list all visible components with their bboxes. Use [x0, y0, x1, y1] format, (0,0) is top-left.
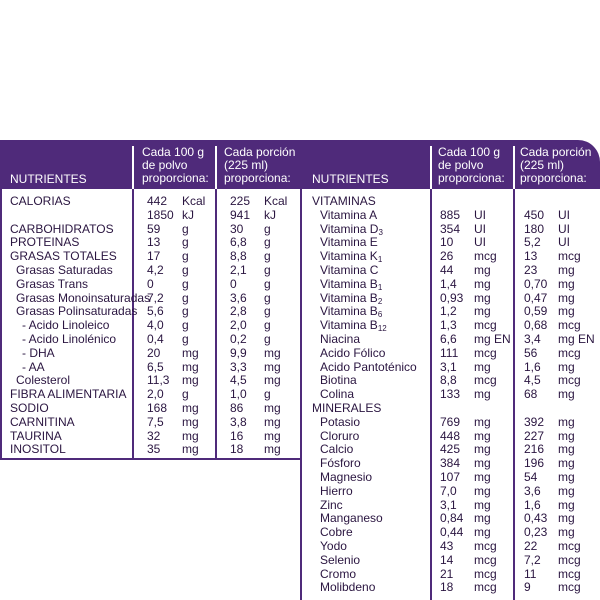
nutrient-name: GRASAS TOTALES — [10, 249, 117, 264]
nutrient-name: Colesterol — [16, 373, 71, 388]
nutrient-value: 4,5 — [524, 373, 541, 388]
nutrient-name: Vitamina $D_3$ — [320, 221, 383, 237]
nutrient-value: 6,6 — [440, 332, 457, 346]
nutrient-unit: mg — [558, 359, 575, 374]
nutrient-unit: Kcal — [182, 194, 206, 208]
nutrient-value: 107 — [440, 470, 461, 484]
table-row — [302, 388, 600, 401]
nutrient-value: 35 — [147, 442, 161, 457]
nutrient-unit: g — [264, 332, 271, 346]
table-row — [302, 236, 600, 249]
table-row — [302, 526, 600, 539]
nutrient-name: Potasio — [320, 414, 361, 429]
nutrient-unit: g — [264, 387, 271, 402]
nutrient-value: 225 — [230, 194, 251, 208]
nutrient-value: 86 — [230, 401, 244, 415]
nutrient-unit: g — [182, 387, 189, 402]
nutrient-value: 7,2 — [524, 552, 541, 567]
table-row — [302, 443, 600, 456]
nutrient-unit: mg — [264, 345, 281, 360]
nutrient-unit: mg — [182, 345, 199, 360]
nutrient-unit: g — [182, 221, 189, 236]
nutrient-value: 0,44 — [440, 525, 464, 540]
nutrient-unit: mg — [474, 511, 491, 526]
nutrient-unit: mg — [558, 263, 575, 277]
nutrient-unit: mg — [474, 263, 491, 277]
nutrient-name: Vitamina A — [320, 207, 378, 222]
nutrient-name: CARNITINA — [10, 414, 75, 429]
nutrient-unit: mg — [474, 276, 491, 291]
nutrient-value: 11,3 — [147, 373, 170, 388]
nutrient-unit: mcg — [558, 539, 581, 553]
table-row — [2, 388, 300, 401]
nutrient-value: 941 — [230, 207, 251, 222]
nutrient-value: 44 — [440, 263, 454, 277]
nutrient-unit: mg — [558, 483, 575, 498]
nutrient-name: Vitamina $B_1$ — [320, 276, 383, 292]
nutrient-unit: g — [264, 263, 271, 277]
nutrient-name: Vitamina $K_1$ — [320, 249, 383, 265]
nutrient-value: 20 — [147, 345, 161, 360]
nutrient-unit: mcg — [558, 566, 581, 581]
nutrient-unit: mg — [182, 373, 199, 388]
nutrient-unit: g — [182, 276, 189, 291]
nutrient-unit: Kcal — [264, 194, 288, 208]
nutrient-name: Cloruro — [320, 428, 360, 443]
nutrient-value: 5,2 — [524, 235, 541, 250]
table-row — [2, 305, 300, 318]
nutrient-value: 168 — [147, 401, 168, 415]
nutrient-name: Grasas Polinsaturadas — [16, 304, 138, 319]
nutrient-value: 9,9 — [230, 345, 247, 360]
nutrient-name: Hierro — [320, 483, 353, 498]
nutrient-unit: mg — [474, 442, 491, 457]
table-row — [302, 333, 600, 346]
nutrient-value: 769 — [440, 414, 461, 429]
nutrient-unit: g — [264, 249, 271, 264]
nutrient-unit: g — [182, 249, 189, 264]
nutrient-name: - DHA — [22, 345, 55, 360]
nutrient-value: 18 — [440, 580, 454, 595]
nutrient-value: 14 — [440, 552, 454, 567]
table-row — [2, 333, 300, 346]
nutrient-unit: mg — [474, 290, 491, 305]
nutrient-name: Biotina — [320, 373, 357, 388]
nutrient-value: 3,1 — [440, 497, 457, 512]
nutrient-value: 9 — [524, 580, 531, 595]
nutrient-value: 354 — [440, 221, 461, 236]
nutrient-name: Niacina — [320, 332, 361, 346]
nutrient-value: 8,8 — [440, 373, 457, 388]
nutrient-name: Vitamina C — [320, 263, 379, 277]
nutrient-unit: mg — [558, 428, 575, 443]
table-header-right — [302, 140, 600, 189]
nutrient-unit: mcg — [474, 539, 497, 553]
nutrient-unit: g — [264, 235, 271, 250]
nutrient-unit: mcg — [474, 345, 497, 360]
nutrient-value: 3,1 — [440, 359, 457, 374]
nutrient-unit: mcg — [558, 345, 581, 360]
nutrient-unit: mg — [558, 497, 575, 512]
table-row — [302, 278, 600, 291]
nutrition-table-left — [0, 140, 302, 460]
nutrient-unit: mg — [474, 525, 491, 540]
nutrition-table-right — [300, 140, 600, 600]
nutrient-value: 22 — [524, 539, 538, 553]
nutrient-name: CARBOHIDRATOS — [10, 221, 114, 236]
nutrient-value: 1,6 — [524, 497, 541, 512]
nutrient-unit: mg — [474, 483, 491, 498]
nutrient-unit: UI — [558, 221, 570, 236]
nutrient-unit: mg — [474, 387, 491, 402]
nutrient-unit: mg — [182, 414, 199, 429]
nutrient-value: 216 — [524, 442, 545, 457]
table-row — [302, 540, 600, 553]
nutrient-value: 1,3 — [440, 318, 457, 333]
nutrient-unit: mg — [474, 414, 491, 429]
nutrient-name: SODIO — [10, 401, 49, 415]
nutrient-unit: mcg — [558, 249, 581, 264]
nutrient-unit: mg EN — [558, 332, 595, 346]
table-row — [2, 402, 300, 415]
nutrient-unit: mg — [558, 456, 575, 471]
table-row — [2, 443, 300, 456]
nutrient-value: 30 — [230, 221, 244, 236]
table-row — [2, 250, 300, 263]
nutrient-value: 56 — [524, 345, 538, 360]
nutrient-unit: mcg — [474, 580, 497, 595]
nutrient-value: 384 — [440, 456, 461, 471]
table-row — [302, 195, 600, 208]
table-row — [302, 374, 600, 387]
header-nutrientes: NUTRIENTES — [10, 172, 87, 186]
nutrient-unit: g — [182, 263, 189, 277]
header-nutrientes: NUTRIENTES — [312, 172, 389, 186]
table-row — [2, 374, 300, 387]
nutrient-name: Acido Pantoténico — [320, 359, 417, 374]
nutrient-value: 0,93 — [440, 290, 464, 305]
nutrient-value: 23 — [524, 263, 538, 277]
table-row — [302, 554, 600, 567]
nutrient-unit: g — [264, 318, 271, 333]
nutrient-unit: mcg — [558, 318, 581, 333]
nutrient-value: 7,2 — [147, 290, 164, 305]
nutrient-unit: mg — [558, 414, 575, 429]
table-body-left — [2, 189, 300, 458]
nutrient-value: 0,4 — [147, 332, 164, 346]
table-row — [302, 485, 600, 498]
table-row — [302, 223, 600, 236]
nutrient-value: 2,8 — [230, 304, 247, 319]
nutrient-unit: g — [182, 332, 189, 346]
nutrient-name: Magnesio — [320, 470, 373, 484]
nutrient-unit: mg — [474, 428, 491, 443]
nutrient-unit: mg — [264, 442, 281, 457]
nutrient-value: 6,8 — [230, 235, 247, 250]
nutrient-value: 133 — [440, 387, 461, 402]
nutrient-name: TAURINA — [10, 428, 62, 443]
nutrient-unit: mg — [558, 276, 575, 291]
nutrient-unit: mcg — [558, 552, 581, 567]
nutrient-name: Zinc — [320, 497, 343, 512]
table-row — [302, 499, 600, 512]
nutrient-value: 1,2 — [440, 304, 457, 319]
table-row — [302, 347, 600, 360]
nutrient-unit: UI — [474, 221, 486, 236]
nutrient-unit: mg — [264, 373, 281, 388]
nutrient-unit: mg — [558, 442, 575, 457]
table-row — [302, 512, 600, 525]
nutrient-unit: mg — [264, 401, 281, 415]
nutrient-unit: UI — [474, 235, 486, 250]
nutrient-unit: mg — [264, 428, 281, 443]
nutrient-unit: UI — [558, 207, 570, 222]
nutrient-value: 0,59 — [524, 304, 548, 319]
nutrient-value: 1,6 — [524, 359, 541, 374]
table-row — [302, 568, 600, 581]
nutrient-unit: mcg — [474, 552, 497, 567]
table-body-right — [302, 189, 600, 600]
nutrient-unit: UI — [558, 235, 570, 250]
nutrient-unit: mg — [558, 387, 575, 402]
table-row — [2, 319, 300, 332]
nutrient-value: 448 — [440, 428, 461, 443]
table-row — [302, 250, 600, 263]
nutrient-unit: mg EN — [474, 332, 511, 346]
nutrient-unit: mg — [264, 414, 281, 429]
nutrient-unit: g — [264, 304, 271, 319]
table-row — [2, 347, 300, 360]
nutrient-unit: mg — [558, 290, 575, 305]
nutrient-unit: g — [182, 304, 189, 319]
nutrient-name: - Acido Linoleico — [22, 318, 110, 333]
nutrient-unit: g — [264, 290, 271, 305]
nutrient-value: 68 — [524, 387, 538, 402]
nutrient-value: 1,0 — [230, 387, 247, 402]
nutrient-unit: mg — [182, 401, 199, 415]
table-row — [302, 319, 600, 332]
nutrient-value: 0,23 — [524, 525, 548, 540]
table-row — [2, 264, 300, 277]
nutrient-name: Cobre — [320, 525, 353, 540]
nutrient-value: 0,70 — [524, 276, 548, 291]
nutrient-value: 180 — [524, 221, 545, 236]
nutrient-value: 13 — [147, 235, 161, 250]
nutrient-value: 16 — [230, 428, 244, 443]
nutrient-value: 5,6 — [147, 304, 164, 319]
nutrient-name: Yodo — [320, 539, 347, 553]
table-row — [302, 581, 600, 594]
nutrient-unit: mg — [474, 456, 491, 471]
nutrient-value: 43 — [440, 539, 454, 553]
nutrient-value: 0,43 — [524, 511, 548, 526]
nutrient-unit: mg — [182, 442, 199, 457]
nutrient-unit: mcg — [474, 318, 497, 333]
nutrient-value: 13 — [524, 249, 538, 264]
nutrient-value: 59 — [147, 221, 161, 236]
nutrient-name: Vitamina E — [320, 235, 378, 250]
nutrient-name: - Acido Linolénico — [22, 332, 117, 346]
nutrient-unit: mcg — [474, 566, 497, 581]
table-row — [2, 278, 300, 291]
nutrient-value: 1,4 — [440, 276, 457, 291]
nutrient-unit: mg — [558, 525, 575, 540]
table-row — [302, 402, 600, 415]
nutrient-unit: mg — [474, 497, 491, 512]
nutrient-value: 17 — [147, 249, 161, 264]
table-row — [2, 361, 300, 374]
table-row — [2, 223, 300, 236]
nutrient-value: 1850 — [147, 207, 174, 222]
nutrient-name: Grasas Trans — [16, 276, 89, 291]
nutrient-name: VITAMINAS — [312, 194, 376, 208]
table-row — [302, 264, 600, 277]
nutrient-unit: mcg — [474, 249, 497, 264]
table-row — [2, 209, 300, 222]
nutrient-value: 3,3 — [230, 359, 247, 374]
table-row — [2, 430, 300, 443]
nutrient-value: 8,8 — [230, 249, 247, 264]
nutrient-unit: g — [264, 221, 271, 236]
nutrient-value: 111 — [440, 345, 459, 360]
nutrient-unit: g — [264, 276, 271, 291]
nutrient-name: Selenio — [320, 552, 361, 567]
nutrient-value: 885 — [440, 207, 461, 222]
table-row — [2, 195, 300, 208]
table-row — [302, 305, 600, 318]
nutrient-unit: mg — [264, 359, 281, 374]
table-row — [302, 416, 600, 429]
nutrient-unit: mcg — [474, 373, 497, 388]
nutrient-value: 54 — [524, 470, 538, 484]
nutrient-unit: mg — [182, 428, 199, 443]
nutrient-value: 4,5 — [230, 373, 247, 388]
nutrient-value: 227 — [524, 428, 545, 443]
nutrient-name: CALORIAS — [10, 194, 71, 208]
nutrient-name: Molibdeno — [320, 580, 376, 595]
table-row — [2, 236, 300, 249]
table-row — [302, 361, 600, 374]
nutrient-value: 10 — [440, 235, 454, 250]
nutrient-name: Acido Fólico — [320, 345, 386, 360]
nutrient-value: 3,8 — [230, 414, 247, 429]
table-row — [302, 457, 600, 470]
nutrient-value: 4,2 — [147, 263, 164, 277]
nutrient-value: 11 — [524, 566, 537, 581]
nutrient-value: 6,5 — [147, 359, 164, 374]
nutrient-value: 0,47 — [524, 290, 548, 305]
nutrient-unit: kJ — [182, 207, 194, 222]
nutrient-name: Vitamina $B_{12}$ — [320, 318, 387, 334]
nutrient-name: FIBRA ALIMENTARIA — [10, 387, 127, 402]
nutrient-unit: g — [182, 290, 189, 305]
nutrient-value: 7,0 — [440, 483, 457, 498]
nutrient-name: Manganeso — [320, 511, 383, 526]
nutrient-value: 21 — [440, 566, 454, 581]
nutrient-name: Grasas Saturadas — [16, 263, 113, 277]
nutrient-value: 196 — [524, 456, 545, 471]
nutrient-unit: mg — [474, 470, 491, 484]
nutrient-value: 7,5 — [147, 414, 164, 429]
nutrient-value: 0 — [230, 276, 237, 291]
nutrient-name: Cromo — [320, 566, 357, 581]
header-per-100g: Cada 100 g de polvo proporciona: — [142, 145, 209, 185]
header-per-portion: Cada porción (225 ml) proporciona: — [520, 145, 592, 185]
nutrient-value: 450 — [524, 207, 545, 222]
nutrient-value: 0,2 — [230, 332, 247, 346]
nutrient-value: 2,1 — [230, 263, 247, 277]
table-row — [302, 471, 600, 484]
nutrient-unit: mcg — [558, 373, 581, 388]
nutrient-unit: kJ — [264, 207, 276, 222]
nutrient-unit: g — [182, 318, 189, 333]
nutrient-value: 4,0 — [147, 318, 164, 333]
nutrient-name: Calcio — [320, 442, 354, 457]
nutrient-unit: mg — [558, 304, 575, 319]
nutrient-value: 3,6 — [524, 483, 541, 498]
nutrient-unit: g — [182, 235, 189, 250]
table-row — [302, 209, 600, 222]
table-row — [2, 292, 300, 305]
header-per-portion: Cada porción (225 ml) proporciona: — [224, 145, 296, 185]
nutrient-value: 0,68 — [524, 318, 548, 333]
nutrient-unit: mg — [474, 359, 491, 374]
nutrient-unit: UI — [474, 207, 486, 222]
nutrient-unit: mg — [474, 304, 491, 319]
nutrient-value: 0,84 — [440, 511, 464, 526]
nutrient-name: Fósforo — [320, 456, 361, 471]
nutrient-unit: mg — [558, 511, 575, 526]
nutrient-name: INOSITOL — [10, 442, 66, 457]
nutrient-value: 26 — [440, 249, 454, 264]
nutrient-value: 442 — [147, 194, 168, 208]
nutrient-value: 392 — [524, 414, 545, 429]
nutrient-name: Vitamina $B_6$ — [320, 304, 383, 320]
nutrient-unit: mcg — [558, 580, 581, 595]
nutrient-name: Vitamina $B_2$ — [320, 290, 383, 306]
table-header-left — [2, 140, 300, 189]
nutrient-name: - AA — [22, 359, 45, 374]
table-row — [302, 292, 600, 305]
header-per-100g: Cada 100 g de polvo proporciona: — [438, 145, 505, 185]
table-row — [2, 416, 300, 429]
nutrient-name: MINERALES — [312, 401, 382, 415]
nutrient-value: 425 — [440, 442, 461, 457]
nutrient-value: 18 — [230, 442, 244, 457]
nutrient-value: 3,6 — [230, 290, 247, 305]
nutrient-unit: mg — [182, 359, 199, 374]
nutrient-name: Colina — [320, 387, 355, 402]
nutrient-value: 3,4 — [524, 332, 541, 346]
nutrient-value: 0 — [147, 276, 154, 291]
nutrient-value: 32 — [147, 428, 161, 443]
nutrient-value: 2,0 — [230, 318, 247, 333]
nutrient-unit: mg — [558, 470, 575, 484]
nutrient-value: 2,0 — [147, 387, 164, 402]
nutrient-name: PROTEINAS — [10, 235, 80, 250]
nutrient-name: Grasas Monoinsaturadas — [16, 290, 151, 305]
table-row — [302, 430, 600, 443]
